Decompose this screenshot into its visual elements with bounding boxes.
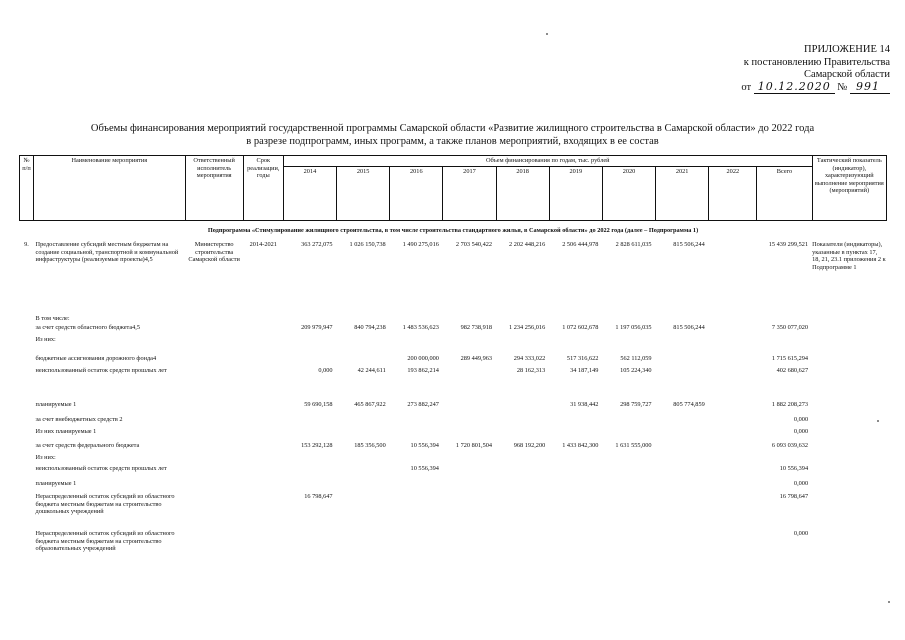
row-value [443, 336, 496, 355]
row-value: 15 439 299,521 [768, 241, 809, 248]
table-row [20, 480, 887, 493]
row-period [243, 442, 283, 454]
row-value [390, 530, 443, 560]
row-value [656, 493, 709, 530]
row-value [443, 530, 496, 560]
row-value [337, 336, 390, 355]
row-number [20, 355, 34, 367]
row-value: 2 828 611,035 [615, 241, 652, 248]
table-row [20, 530, 887, 560]
row-value [283, 454, 336, 465]
row-executor [185, 416, 243, 428]
row-value [602, 454, 655, 465]
row-value [549, 530, 602, 560]
row-period [243, 401, 283, 416]
row-value [602, 336, 655, 355]
row-value [602, 416, 655, 428]
row-value [496, 454, 549, 465]
row-value: 34 187,149 [570, 367, 599, 374]
row-executor [185, 530, 243, 560]
row-executor [185, 454, 243, 465]
row-value: 1 072 602,678 [562, 324, 599, 331]
col-header-executor: Ответственный исполнитель мероприятия [185, 156, 243, 221]
col-header-year: 2019 [549, 167, 602, 221]
row-value: 153 292,128 [301, 442, 333, 449]
row-value [709, 493, 757, 530]
row-value [283, 416, 336, 428]
row-value [443, 315, 496, 324]
row-period [243, 416, 283, 428]
row-value [337, 454, 390, 465]
row-value: 1 234 256,016 [509, 324, 546, 331]
row-indicator [812, 530, 886, 560]
row-value [443, 465, 496, 480]
row-value [337, 480, 390, 493]
row-executor [185, 493, 243, 530]
row-value [709, 336, 757, 355]
row-number [20, 442, 34, 454]
row-name: за счет внебюджетных средств 2 [35, 416, 123, 423]
row-executor: Министерство строительства Самарской области [188, 241, 240, 264]
table-body [20, 221, 887, 561]
row-value: 840 794,238 [354, 324, 386, 331]
row-executor [185, 442, 243, 454]
row-value: 16 798,647 [304, 493, 333, 500]
row-value [709, 324, 757, 336]
row-indicator [812, 336, 886, 355]
row-indicator [812, 367, 886, 401]
col-header-year: 2020 [602, 167, 655, 221]
row-indicator [812, 454, 886, 465]
row-value [709, 416, 757, 428]
date-prefix: от [741, 82, 752, 93]
row-value [602, 428, 655, 442]
row-indicator [812, 493, 886, 530]
row-value: 2 703 540,422 [455, 241, 493, 248]
row-value [709, 530, 757, 560]
row-value [709, 401, 757, 416]
row-number [20, 324, 34, 336]
row-value [496, 416, 549, 428]
row-value [443, 416, 496, 428]
row-value [656, 416, 709, 428]
row-number [20, 454, 34, 465]
row-value: 31 938,442 [570, 401, 599, 408]
col-header-period: Срок реализации, годы [243, 156, 283, 221]
row-value [390, 493, 443, 530]
row-period [243, 454, 283, 465]
row-value: 200 000,000 [407, 355, 439, 362]
col-header-year: 2014 [283, 167, 336, 221]
table-row [20, 367, 887, 401]
row-number [20, 401, 34, 416]
row-value [443, 367, 496, 401]
row-value [656, 428, 709, 442]
row-indicator: Показатели (индикаторы), указанные в пунктах 17, 18, 21, 23.1 приложения 2 к Подпрограмме 1 [812, 241, 886, 271]
row-value [443, 454, 496, 465]
row-name: планируемые 1 [35, 401, 77, 408]
row-period [243, 324, 283, 336]
subprogram-row [20, 221, 887, 242]
row-value: 0,000 [793, 530, 809, 537]
row-name: В том числе: [35, 315, 70, 322]
row-value [337, 355, 390, 367]
row-value [337, 428, 390, 442]
document-title: Объемы финансирования мероприятий государственной программы Самарской области «Развитие жилищного строительства в Самарской области» до 2022 года [90, 123, 815, 134]
table-row [20, 454, 887, 465]
row-value: 10 556,394 [410, 465, 439, 472]
row-executor [185, 336, 243, 355]
row-indicator [812, 480, 886, 493]
row-value: 562 112,059 [620, 355, 652, 362]
number-value: 991 [850, 80, 890, 94]
table-row [20, 442, 887, 454]
row-value: 289 449,963 [460, 355, 493, 362]
row-value [337, 530, 390, 560]
row-value [757, 454, 812, 465]
row-value [602, 465, 655, 480]
row-number [20, 493, 34, 530]
row-value [337, 465, 390, 480]
row-period [243, 493, 283, 530]
scan-speck [877, 420, 879, 422]
row-period [243, 428, 283, 442]
row-value: 16 798,647 [779, 493, 809, 500]
row-value: 209 979,947 [301, 324, 333, 331]
col-header-year: Всего [757, 167, 812, 221]
row-value [549, 465, 602, 480]
row-value [283, 530, 336, 560]
row-value [549, 416, 602, 428]
row-value [709, 465, 757, 480]
table-row [20, 355, 887, 367]
row-value: 6 093 039,632 [771, 442, 809, 449]
row-value [656, 454, 709, 465]
row-value [656, 480, 709, 493]
row-value: 1 490 275,016 [402, 241, 439, 248]
table-row [20, 493, 887, 530]
table-row [20, 241, 887, 315]
row-value [496, 480, 549, 493]
row-value: 0,000 [318, 367, 333, 374]
row-value [390, 480, 443, 493]
row-value [390, 428, 443, 442]
row-value [549, 493, 602, 530]
row-value [496, 465, 549, 480]
row-name: за счет средств областного бюджета4,5 [35, 324, 141, 331]
row-value [283, 336, 336, 355]
col-header-year: 2022 [709, 167, 757, 221]
row-number: 9. [24, 241, 29, 248]
row-value [337, 493, 390, 530]
row-name: Предоставление субсидий местным бюджетам на создание социальной, транспортной и коммунальной инфраструктуры (реализуемые проекты)4,5 [35, 241, 179, 264]
row-value [709, 315, 757, 324]
row-value [496, 336, 549, 355]
row-number [20, 428, 34, 442]
subprogram-title: Подпрограмма «Стимулирование жилищного строительства, в том числе строительства стандартного жилья, в Самарской области» до 2022 года (далее – Подпрограмма 1) [207, 227, 699, 234]
col-header-number: № п/п [20, 156, 34, 221]
row-value: 1 720 801,504 [455, 442, 493, 449]
row-executor [185, 480, 243, 493]
row-name: неиспользованный остаток средств прошлых лет [35, 465, 167, 472]
col-header-year: 2021 [656, 167, 709, 221]
row-value: 10 556,394 [410, 442, 439, 449]
col-header-indicator: Тактический показатель (индикатор), характеризующий выполнение мероприятия (мероприятий) [812, 156, 886, 221]
row-value [602, 315, 655, 324]
col-header-year: 2017 [443, 167, 496, 221]
row-value: 105 224,340 [620, 367, 652, 374]
row-value: 1 631 555,000 [615, 442, 652, 449]
row-period [243, 465, 283, 480]
row-value [549, 428, 602, 442]
row-value: 1 197 056,035 [615, 324, 652, 331]
row-value: 982 738,918 [460, 324, 493, 331]
funding-table [19, 155, 887, 560]
row-value: 465 867,922 [354, 401, 386, 408]
scan-speck [888, 601, 890, 603]
row-indicator [812, 416, 886, 428]
appendix-label: ПРИЛОЖЕНИЕ 14 [804, 44, 890, 55]
row-name: неиспользованный остаток средств прошлых лет [35, 367, 167, 374]
row-value [709, 241, 757, 315]
row-name: бюджетные ассигнования дорожного фонда4 [35, 355, 157, 362]
row-value [390, 416, 443, 428]
row-name: за счет средств федерального бюджета [35, 442, 140, 449]
row-executor [185, 315, 243, 324]
row-value: 815 506,244 [673, 241, 705, 248]
row-indicator [812, 315, 886, 324]
row-executor [185, 428, 243, 442]
row-number [20, 480, 34, 493]
row-value [709, 355, 757, 367]
row-value: 193 862,214 [407, 367, 439, 374]
col-header-funding: Объем финансирования по годам, тыс. рублей [283, 156, 812, 167]
appendix-region: Самарской области [804, 69, 890, 80]
row-value: 0,000 [793, 480, 809, 487]
row-value: 1 483 536,623 [402, 324, 439, 331]
row-indicator [812, 324, 886, 336]
row-value: 815 506,244 [673, 324, 705, 331]
row-value [443, 493, 496, 530]
row-value: 0,000 [793, 428, 809, 435]
row-period [243, 530, 283, 560]
row-value [549, 315, 602, 324]
row-value [656, 367, 709, 401]
row-value [656, 465, 709, 480]
row-number [20, 315, 34, 324]
row-period: 2014-2021 [249, 241, 277, 248]
row-value [496, 315, 549, 324]
table-row [20, 428, 887, 442]
row-value: 968 192,200 [513, 442, 546, 449]
row-value: 298 759,727 [620, 401, 652, 408]
row-value [757, 336, 812, 355]
row-number [20, 530, 34, 560]
row-value [709, 454, 757, 465]
row-value [656, 336, 709, 355]
row-value [443, 480, 496, 493]
row-value: 805 774,859 [673, 401, 705, 408]
row-indicator [812, 355, 886, 367]
row-value [443, 428, 496, 442]
row-value: 0,000 [793, 416, 809, 423]
row-value: 1 026 150,738 [349, 241, 386, 248]
row-executor [185, 465, 243, 480]
row-number [20, 367, 34, 401]
row-value [709, 428, 757, 442]
row-value [549, 454, 602, 465]
row-value: 273 882,247 [407, 401, 439, 408]
col-header-year: 2016 [390, 167, 443, 221]
row-executor [185, 367, 243, 401]
row-value [496, 401, 549, 416]
row-period [243, 367, 283, 401]
row-value [549, 480, 602, 493]
row-value: 185 356,500 [354, 442, 386, 449]
row-period [243, 315, 283, 324]
row-value: 10 556,394 [779, 465, 809, 472]
appendix-decree: к постановлению Правительства [743, 57, 890, 68]
document-subtitle: в разрезе подпрограмм, иных программ, а также планов мероприятий, входящих в ее состав [246, 136, 659, 147]
row-value [390, 315, 443, 324]
row-indicator [812, 428, 886, 442]
scan-speck [546, 33, 548, 35]
appendix-date-line [700, 80, 890, 94]
row-value: 59 690,158 [304, 401, 333, 408]
row-indicator [812, 465, 886, 480]
row-value [709, 480, 757, 493]
row-executor [185, 401, 243, 416]
row-number [20, 416, 34, 428]
row-value [757, 315, 812, 324]
row-period [243, 480, 283, 493]
row-value [602, 493, 655, 530]
row-indicator [812, 442, 886, 454]
row-value [283, 480, 336, 493]
table-row [20, 324, 887, 336]
row-value [709, 367, 757, 401]
row-number [20, 465, 34, 480]
row-executor [185, 355, 243, 367]
number-prefix: № [837, 82, 848, 93]
row-value: 402 680,627 [776, 367, 809, 374]
row-number [20, 336, 34, 355]
row-value: 517 316,622 [566, 355, 599, 362]
row-value [337, 315, 390, 324]
row-name: Из них: [35, 336, 56, 343]
table-row [20, 315, 887, 324]
row-period [243, 355, 283, 367]
row-indicator [812, 401, 886, 416]
row-value [337, 416, 390, 428]
row-value: 42 244,611 [357, 367, 386, 374]
row-executor [185, 324, 243, 336]
row-name: планируемые 1 [35, 480, 77, 487]
row-value [443, 401, 496, 416]
row-value: 2 506 444,978 [562, 241, 599, 248]
row-value: 7 350 077,020 [771, 324, 809, 331]
date-value: 10.12.2020 [754, 80, 835, 94]
row-value [390, 336, 443, 355]
row-value [709, 442, 757, 454]
row-value [656, 530, 709, 560]
row-period [243, 336, 283, 355]
row-value [283, 315, 336, 324]
row-value: 1 433 842,300 [562, 442, 599, 449]
table-row [20, 336, 887, 355]
row-value: 2 202 448,216 [509, 241, 546, 248]
row-name: Из них: [35, 454, 56, 461]
col-header-year: 2018 [496, 167, 549, 221]
row-value [549, 336, 602, 355]
row-value [602, 530, 655, 560]
table-row [20, 416, 887, 428]
row-value [390, 454, 443, 465]
row-value [496, 428, 549, 442]
row-value [283, 465, 336, 480]
row-name: Нераспределенный остаток субсидий из областного бюджета местным бюджетам на строительство дошкольных учреждений [35, 493, 175, 516]
table-row [20, 401, 887, 416]
table-row [20, 465, 887, 480]
row-name: Из них планируемые 1 [35, 428, 97, 435]
row-value: 1 715 615,294 [771, 355, 809, 362]
row-value: 28 162,313 [516, 367, 546, 374]
row-value [496, 530, 549, 560]
row-value: 294 333,022 [513, 355, 546, 362]
row-name: Нераспределенный остаток субсидий из областного бюджета местным бюджетам на строительство образовательных учреждений [35, 530, 175, 553]
col-header-name: Наименование мероприятия [34, 156, 186, 221]
row-value [656, 315, 709, 324]
row-value: 1 882 208,273 [771, 401, 809, 408]
row-value [283, 428, 336, 442]
row-value [656, 442, 709, 454]
row-value: 363 272,075 [301, 241, 333, 248]
row-value [496, 493, 549, 530]
row-value [656, 355, 709, 367]
col-header-year: 2015 [337, 167, 390, 221]
row-value [602, 480, 655, 493]
row-value [283, 355, 336, 367]
